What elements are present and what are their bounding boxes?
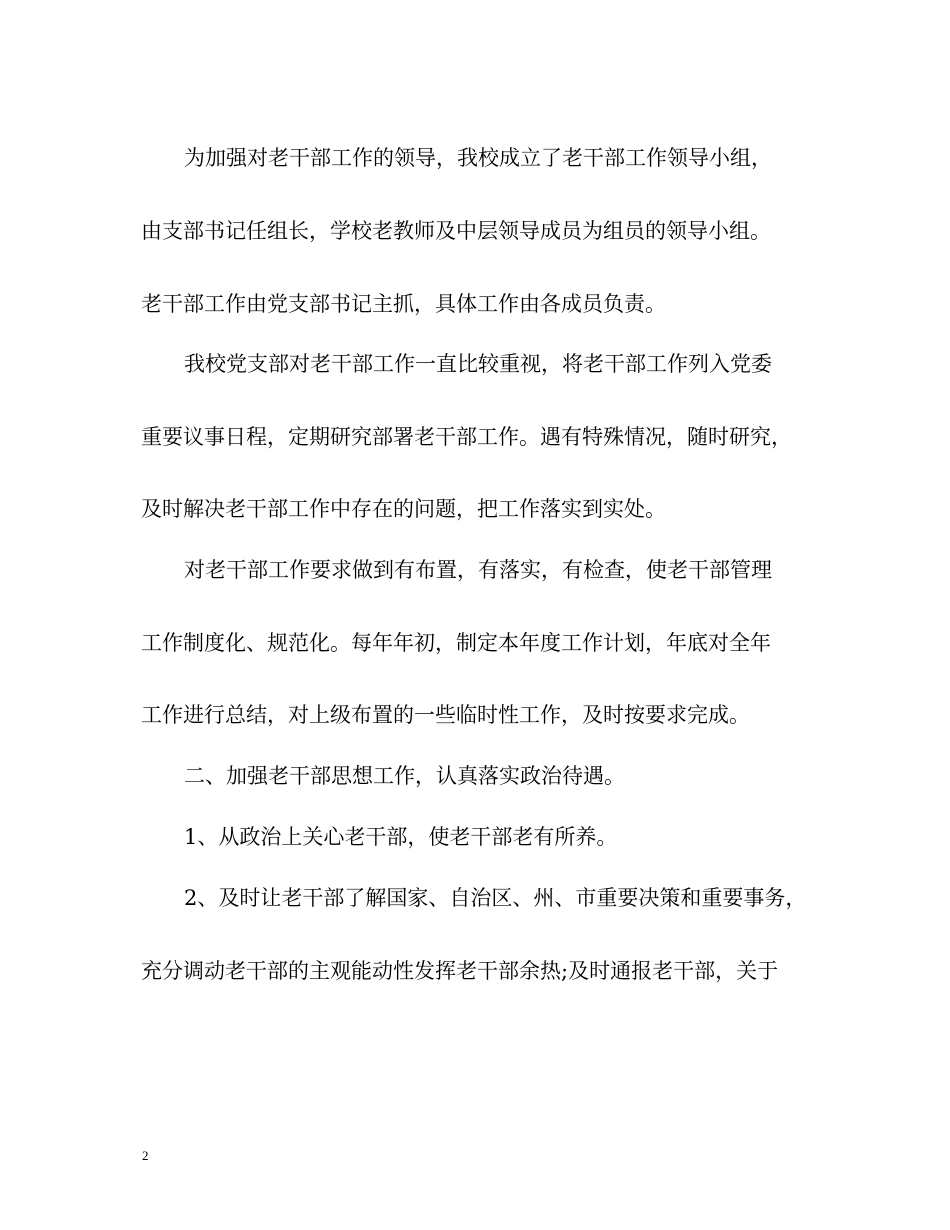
paragraph-line-1: 为加强对老干部工作的领导，我校成立了老干部工作领导小组， <box>184 146 772 170</box>
paragraph-line-8: 工作制度化、规范化。每年年初，制定本年度工作计划，年底对全年 <box>141 631 771 655</box>
paragraph-line-6: 及时解决老干部工作中存在的问题，把工作落实到实处。 <box>141 497 666 521</box>
paragraph-line-final: 充分调动老干部的主观能动性发挥老干部余热;及时通报老干部，关于 <box>141 959 779 983</box>
section-heading-line: 二、加强老干部思想工作，认真落实政治待遇。 <box>184 764 625 788</box>
page-number: 2 <box>142 1148 149 1163</box>
paragraph-line-9: 工作进行总结，对上级布置的一些临时性工作，及时按要求完成。 <box>141 703 750 727</box>
paragraph-line-3: 老干部工作由党支部书记主抓，具体工作由各成员负责。 <box>141 292 666 316</box>
paragraph-line-7: 对老干部工作要求做到有布置，有落实，有检查，使老干部管理 <box>184 558 772 582</box>
list-item-line-2: 2、及时让老干部了解国家、自治区、州、市重要决策和重要事务， <box>184 886 807 910</box>
paragraph-line-2: 由支部书记任组长，学校老教师及中层领导成员为组员的领导小组。 <box>141 219 771 243</box>
paragraph-line-5: 重要议事日程，定期研究部署老干部工作。遇有特殊情况，随时研究， <box>141 425 792 449</box>
paragraph-line-4: 我校党支部对老干部工作一直比较重视，将老干部工作列入党委 <box>184 352 772 376</box>
list-item-line-1: 1、从政治上关心老干部，使老干部老有所养。 <box>184 825 618 849</box>
